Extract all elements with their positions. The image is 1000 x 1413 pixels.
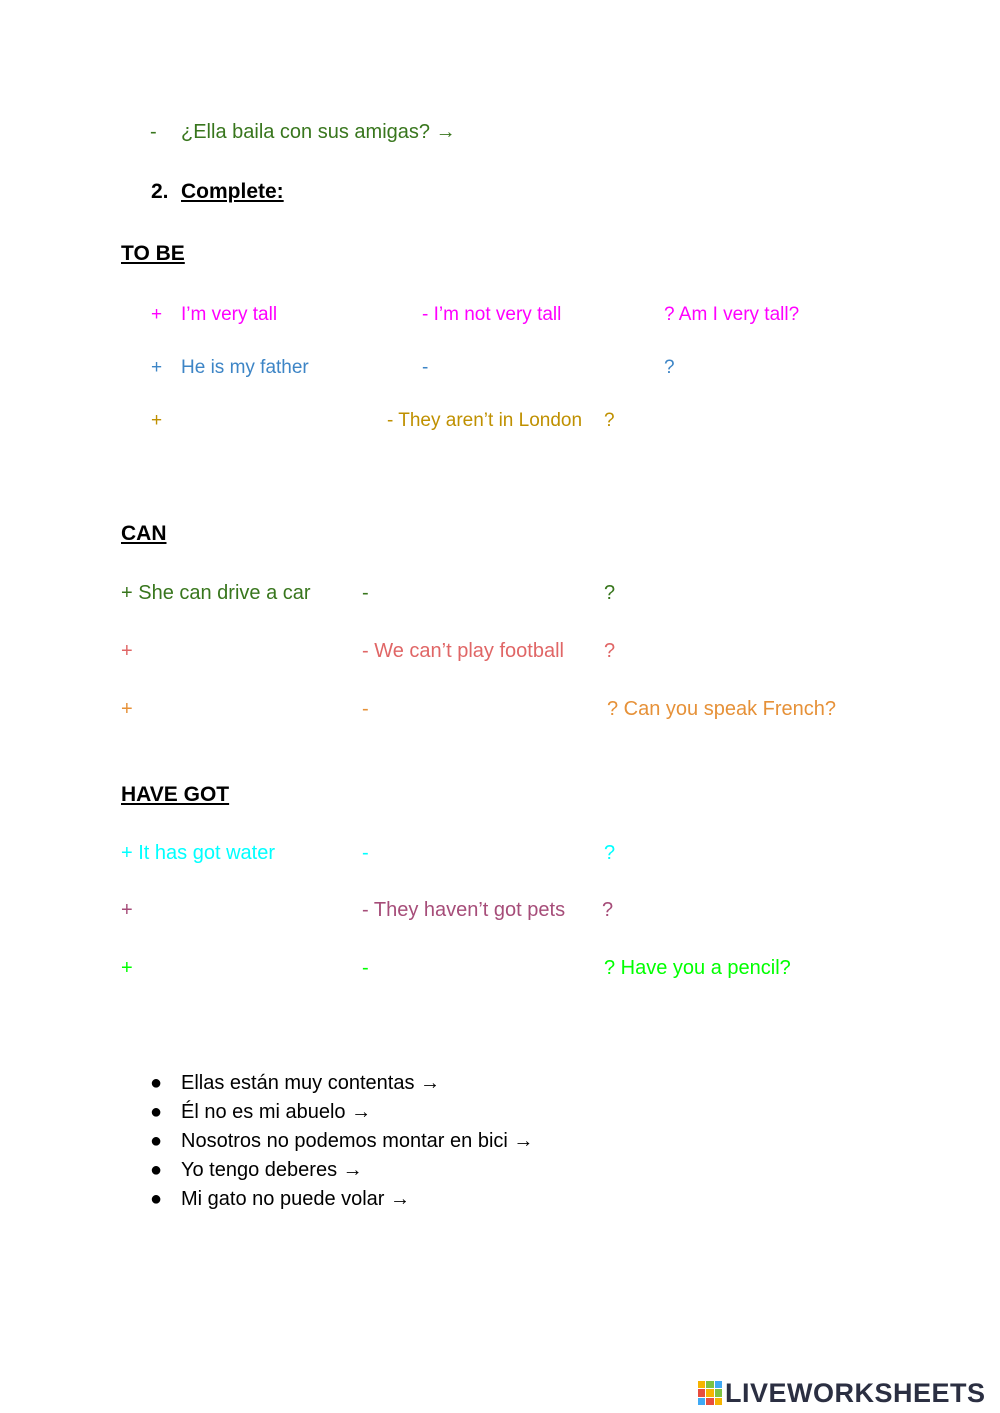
to-be-row-3-plus: + [151,410,163,431]
can-row-1-negative: - [362,582,369,604]
list-item [150,1187,533,1216]
can-row-3-negative: - [362,698,369,720]
have-got-row-2-positive: + [121,899,133,921]
to-be-row-1-plus-text: I’m very tall [181,304,278,325]
list-item [150,1129,533,1158]
list-item-text: Ellas están muy contentas → [181,1072,441,1094]
bullet-icon: ● [150,1101,163,1123]
can-row-3-positive: + [121,698,133,720]
list-item [150,1158,533,1187]
have-got-row-2-question: ? [602,899,614,921]
can-row-3-question: ? Can you speak French? [607,698,837,720]
exercise-number: 2. [151,180,169,203]
to-be-row-2-plus-text: He is my father [181,357,309,378]
liveworksheets-logo [698,1378,986,1408]
to-be-row-3-negative: - They aren’t in London [387,410,583,431]
can-row-1-question: ? [604,582,616,604]
to-be-row-1-question: ? Am I very tall? [664,304,800,325]
to-be-row-2-negative: - [422,357,429,378]
list-item-text: Yo tengo deberes → [181,1159,363,1181]
list-item-text: Mi gato no puede volar → [181,1188,411,1210]
bullet-icon: ● [150,1159,163,1181]
have-got-row-3-question: ? Have you a pencil? [604,957,791,979]
liveworksheets-logo-icon [698,1381,722,1405]
bullet-icon: ● [150,1130,163,1152]
have-got-row-3-negative: - [362,957,369,979]
can-row-2-question: ? [604,640,616,662]
list-item-text: Él no es mi abuelo → [181,1101,372,1123]
list-item [150,1100,533,1129]
exercise-title: Complete: [181,180,284,203]
have-got-row-3-positive: + [121,957,133,979]
to-be-row-3-question: ? [604,410,615,431]
brand-name: LIVEWORKSHEETS [725,1377,986,1408]
can-row-1-positive: + She can drive a car [121,582,311,604]
to-be-row-2-question: ? [664,357,675,378]
section-heading-have-got: HAVE GOT [121,783,230,806]
top-item [150,121,157,144]
to-be-row-1-plus: + [151,304,163,325]
have-got-row-1-positive: + It has got water [121,842,275,864]
list-item-text: Nosotros no podemos montar en bici → [181,1130,534,1152]
section-heading-to-be: TO BE [121,242,185,265]
translation-list [150,1071,533,1216]
can-row-2-positive: + [121,640,133,662]
to-be-row-2-plus: + [151,357,163,378]
have-got-row-2-negative: - They haven’t got pets [362,899,566,921]
have-got-row-1-question: ? [604,842,616,864]
bullet-icon: ● [150,1072,163,1094]
have-got-row-1-negative: - [362,842,369,864]
bullet-icon: ● [150,1188,163,1210]
can-row-2-negative: - We can’t play football [362,640,564,662]
section-heading-can: CAN [121,522,167,545]
top-item-text: ¿Ella baila con sus amigas? → [181,121,456,143]
list-item [150,1071,533,1100]
top-item-marker: - [150,121,157,143]
to-be-row-1-negative: - I’m not very tall [422,304,562,325]
